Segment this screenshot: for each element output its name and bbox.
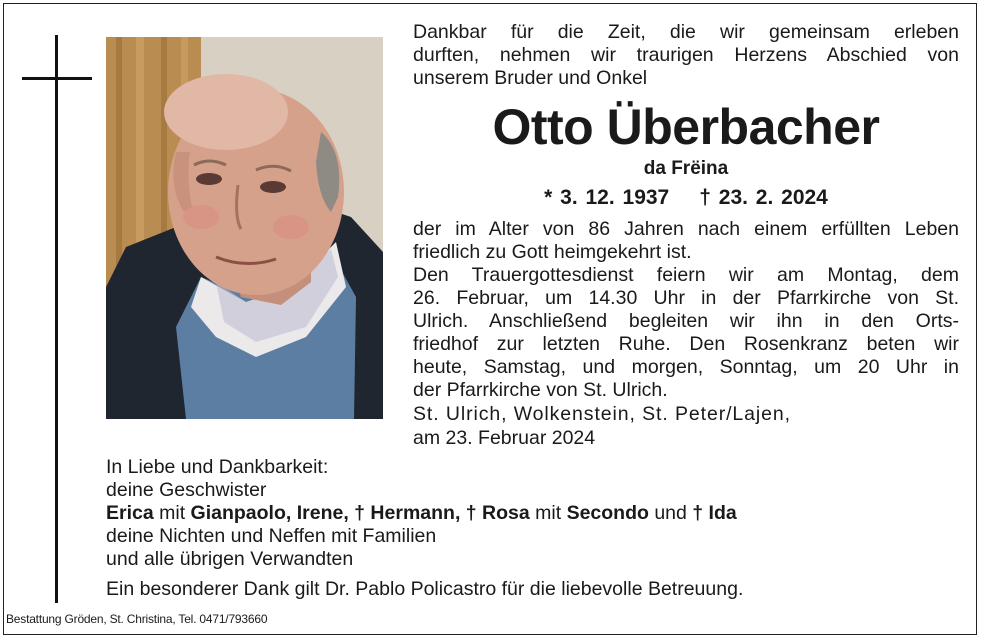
- mourners-nieces: deine Nichten und Neffen mit Familien: [106, 525, 437, 547]
- deceased-name: Otto Überbacher: [492, 99, 880, 155]
- body-line-3: Den Trauergottesdienst feiern wir am Montag, dem: [413, 264, 959, 286]
- birth-date: * 3. 12. 1937: [544, 186, 670, 209]
- date-line: am 23. Februar 2024: [413, 427, 596, 449]
- death-date: † 23. 2. 2024: [699, 186, 828, 209]
- sibling-segment: Gianpaolo, Irene, † Hermann, † Rosa: [190, 502, 530, 524]
- body-line-8: der Pfarrkirche von St. Ulrich.: [413, 379, 668, 401]
- place-line: St. Ulrich, Wolkenstein, St. Peter/Lajen,: [413, 403, 791, 425]
- life-dates: [413, 186, 959, 210]
- body-line-5: Ulrich. Anschließend begleiten wir ihn in den Orts-: [413, 310, 959, 332]
- body-line-1: der im Alter von 86 Jahren nach einem erfüllten Leben: [413, 218, 959, 240]
- sibling-segment: Erica: [106, 502, 154, 524]
- body-line-4: 26. Februar, um 14.30 Uhr in der Pfarrkirche von St.: [413, 287, 959, 309]
- sibling-segment: Secondo: [566, 502, 649, 524]
- body-line-2: friedlich zu Gott heimgekehrt ist.: [413, 241, 692, 263]
- sibling-segment: mit: [153, 502, 191, 524]
- sibling-segment: und: [648, 502, 693, 524]
- body-line-6: friedhof zur letzten Ruhe. Den Rosenkranz beten wir: [413, 333, 959, 355]
- sibling-segment: mit: [529, 502, 567, 524]
- mourners-siblings-names: [106, 502, 737, 525]
- cross-horizontal-bar: [22, 77, 92, 80]
- mourners-relatives: und alle übrigen Verwandten: [106, 548, 354, 570]
- intro-line-2: durften, nehmen wir traurigen Herzens Abschied von: [413, 44, 959, 66]
- funeral-home-footer: Bestattung Gröden, St. Christina, Tel. 0471/793660: [6, 612, 268, 626]
- mourners-intro: In Liebe und Dankbarkeit:: [106, 456, 329, 478]
- intro-line-1: Dankbar für die Zeit, die wir gemeinsam erleben: [413, 21, 959, 43]
- mourners-siblings-label: deine Geschwister: [106, 479, 267, 501]
- body-line-7: heute, Samstag, und morgen, Sonntag, um 20 Uhr in: [413, 356, 959, 378]
- intro-line-3: unserem Bruder und Onkel: [413, 67, 648, 89]
- deceased-nickname: da Frëina: [643, 158, 729, 179]
- thanks-line: Ein besonderer Dank gilt Dr. Pablo Policastro für die liebevolle Betreuung.: [106, 578, 744, 600]
- cross-vertical-bar: [55, 35, 58, 603]
- sibling-segment: † Ida: [692, 502, 737, 524]
- portrait-photo: [106, 37, 383, 419]
